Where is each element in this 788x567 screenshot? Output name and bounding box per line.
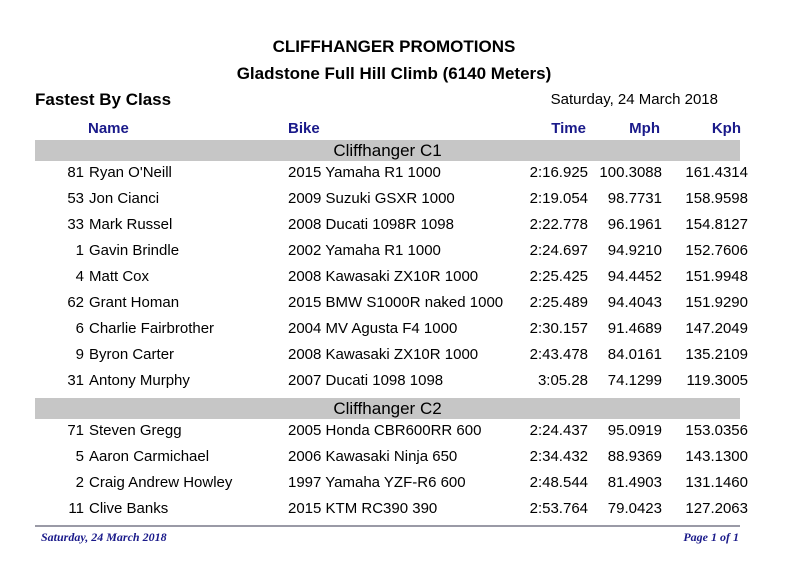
cell-mph: 91.4689 (607, 320, 662, 337)
cell-kph: 161.4314 (685, 164, 748, 181)
footer-page-number: Page 1 of 1 (683, 530, 739, 544)
cell-num: 71 (67, 422, 84, 439)
cell-bike: 2015 KTM RC390 390 (288, 500, 438, 517)
cell-time: 2:48.544 (529, 474, 588, 491)
cell-bike: 2015 BMW S1000R naked 1000 (288, 294, 504, 311)
cell-name: Clive Banks (89, 500, 169, 517)
cell-num: 4 (75, 268, 84, 285)
cell-time: 2:16.925 (529, 164, 588, 181)
cell-mph: 98.7731 (607, 190, 662, 207)
table-row (0, 266, 788, 288)
cell-mph: 94.4043 (607, 294, 662, 311)
table-row (0, 446, 788, 468)
cell-time: 2:24.437 (529, 422, 588, 439)
cell-name: Antony Murphy (89, 372, 190, 389)
table-row (0, 370, 788, 392)
cell-kph: 131.1460 (685, 474, 748, 491)
column-header-time: Time (551, 120, 586, 137)
cell-num: 9 (75, 346, 84, 363)
report-date: Saturday, 24 March 2018 (550, 91, 718, 108)
cell-kph: 143.1300 (685, 448, 748, 465)
cell-time: 2:43.478 (529, 346, 588, 363)
cell-mph: 95.0919 (607, 422, 662, 439)
cell-bike: 2015 Yamaha R1 1000 (288, 164, 441, 181)
cell-time: 2:25.489 (529, 294, 588, 311)
cell-name: Ryan O'Neill (89, 164, 172, 181)
table-row (0, 420, 788, 442)
cell-mph: 81.4903 (607, 474, 662, 491)
cell-bike: 2008 Ducati 1098R 1098 (288, 216, 454, 233)
cell-time: 2:30.157 (529, 320, 588, 337)
cell-bike: 1997 Yamaha YZF-R6 600 (288, 474, 466, 491)
cell-num: 33 (67, 216, 84, 233)
cell-kph: 119.3005 (686, 372, 748, 389)
cell-kph: 158.9598 (685, 190, 748, 207)
cell-bike: 2005 Honda CBR600RR 600 (288, 422, 482, 439)
cell-num: 1 (75, 242, 84, 259)
column-header-kph: Kph (711, 120, 741, 137)
cell-num: 81 (67, 164, 84, 181)
cell-mph: 100.3088 (599, 164, 662, 181)
table-row (0, 344, 788, 366)
cell-bike: 2007 Ducati 1098 1098 (288, 372, 444, 389)
table-row (0, 162, 788, 184)
cell-name: Craig Andrew Howley (89, 474, 233, 491)
cell-mph: 94.4452 (607, 268, 662, 285)
cell-bike: 2008 Kawasaki ZX10R 1000 (288, 268, 479, 285)
class-header: Cliffhanger C2 (35, 398, 740, 419)
cell-num: 2 (75, 474, 84, 491)
cell-name: Jon Cianci (89, 190, 160, 207)
cell-name: Matt Cox (89, 268, 150, 285)
cell-num: 5 (75, 448, 84, 465)
cell-kph: 151.9290 (685, 294, 748, 311)
cell-bike: 2008 Kawasaki ZX10R 1000 (288, 346, 479, 363)
table-row (0, 498, 788, 520)
cell-time: 2:34.432 (529, 448, 588, 465)
cell-time: 2:22.778 (529, 216, 588, 233)
column-header-bike: Bike (288, 120, 320, 137)
cell-num: 11 (68, 500, 84, 517)
cell-time: 2:24.697 (529, 242, 588, 259)
cell-num: 62 (67, 294, 84, 311)
column-header-mph: Mph (629, 120, 660, 137)
cell-bike: 2004 MV Agusta F4 1000 (288, 320, 458, 337)
cell-bike: 2006 Kawasaki Ninja 650 (288, 448, 458, 465)
cell-num: 53 (67, 190, 84, 207)
table-row (0, 214, 788, 236)
report-subtitle: Fastest By Class (35, 90, 172, 109)
cell-mph: 88.9369 (607, 448, 662, 465)
cell-num: 6 (75, 320, 84, 337)
cell-time: 3:05.28 (537, 372, 588, 389)
cell-num: 31 (67, 372, 84, 389)
cell-kph: 127.2063 (685, 500, 748, 517)
report-event-title: Gladstone Full Hill Climb (6140 Meters) (236, 64, 552, 83)
cell-name: Grant Homan (89, 294, 180, 311)
cell-name: Byron Carter (89, 346, 175, 363)
cell-mph: 74.1299 (607, 372, 662, 389)
cell-time: 2:25.425 (529, 268, 588, 285)
cell-kph: 152.7606 (685, 242, 748, 259)
table-row (0, 472, 788, 494)
cell-name: Aaron Carmichael (89, 448, 210, 465)
report-organizer: CLIFFHANGER PROMOTIONS (272, 37, 516, 56)
footer-date: Saturday, 24 March 2018 (41, 530, 167, 544)
cell-kph: 154.8127 (685, 216, 748, 233)
cell-kph: 151.9948 (685, 268, 748, 285)
cell-name: Gavin Brindle (89, 242, 180, 259)
cell-name: Steven Gregg (89, 422, 182, 439)
cell-mph: 84.0161 (607, 346, 662, 363)
cell-kph: 153.0356 (685, 422, 748, 439)
cell-time: 2:19.054 (529, 190, 588, 207)
cell-mph: 94.9210 (607, 242, 662, 259)
cell-mph: 79.0423 (607, 500, 662, 517)
cell-name: Mark Russel (89, 216, 173, 233)
table-row (0, 318, 788, 340)
cell-kph: 147.2049 (685, 320, 748, 337)
class-header: Cliffhanger C1 (35, 140, 740, 161)
cell-mph: 96.1961 (607, 216, 662, 233)
cell-name: Charlie Fairbrother (89, 320, 215, 337)
cell-bike: 2002 Yamaha R1 1000 (288, 242, 441, 259)
cell-bike: 2009 Suzuki GSXR 1000 (288, 190, 455, 207)
cell-time: 2:53.764 (529, 500, 588, 517)
column-header-name: Name (88, 120, 129, 137)
footer-divider (35, 525, 740, 527)
cell-kph: 135.2109 (685, 346, 748, 363)
table-row (0, 240, 788, 262)
table-row (0, 188, 788, 210)
table-row (0, 292, 788, 314)
